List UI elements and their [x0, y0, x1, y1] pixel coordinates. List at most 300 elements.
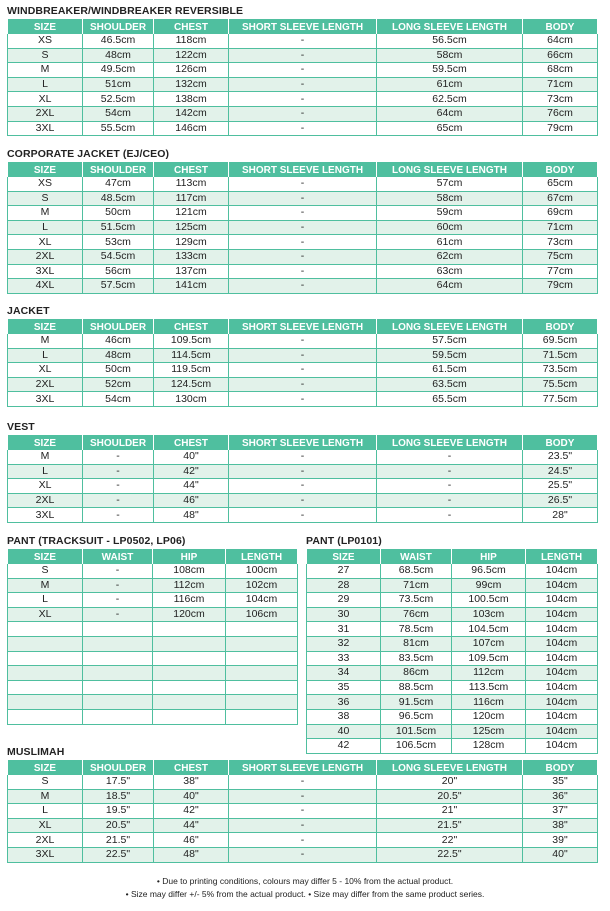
table-cell: -: [229, 206, 377, 221]
footer-note-2: • Size may differ +/- 5% from the actual product. • Size may differ from the same product series.: [125, 889, 485, 899]
table-cell: 53cm: [83, 235, 154, 250]
column-header: BODY: [523, 163, 598, 178]
section-windbreaker: [7, 5, 597, 136]
column-header: SHORT SLEEVE LENGTH: [229, 761, 377, 776]
table-cell: 51cm: [83, 77, 154, 92]
table-row: [8, 334, 598, 348]
table-cell: XL: [8, 607, 83, 622]
table-cell: 104cm: [526, 651, 598, 666]
table-cell: 30: [307, 607, 381, 622]
size-table: [7, 549, 298, 725]
table-cell: -: [229, 121, 377, 136]
section-pant-lp0101: [306, 535, 597, 754]
table-row: [8, 508, 598, 523]
column-header: SHOULDER: [83, 761, 154, 776]
table-cell: 2XL: [8, 493, 83, 508]
table-cell: -: [229, 264, 377, 279]
table-cell: 65cm: [523, 177, 598, 191]
table-cell: 26.5": [523, 493, 598, 508]
table-cell: 46.5cm: [83, 34, 154, 48]
table-cell: 68.5cm: [381, 564, 452, 578]
table-row: [8, 348, 598, 363]
table-header-row: [307, 550, 598, 565]
size-table: [7, 760, 598, 863]
table-cell: -: [229, 789, 377, 804]
table-cell: -: [229, 235, 377, 250]
column-header: BODY: [523, 320, 598, 335]
table-cell: -: [377, 464, 523, 479]
table-cell: 2XL: [8, 833, 83, 848]
table-row: [8, 363, 598, 378]
table-cell: [83, 709, 153, 724]
table-cell: 120cm: [153, 607, 226, 622]
table-cell: [226, 695, 298, 710]
table-cell: 20.5": [83, 818, 154, 833]
table-cell: 116cm: [452, 695, 526, 710]
table-cell: 59.5cm: [377, 63, 523, 78]
table-cell: 106cm: [226, 607, 298, 622]
table-cell: 61.5cm: [377, 363, 523, 378]
table-cell: 73cm: [523, 235, 598, 250]
table-cell: 52.5cm: [83, 92, 154, 107]
table-row: [8, 206, 598, 221]
table-cell: 64cm: [377, 106, 523, 121]
table-cell: 33: [307, 651, 381, 666]
table-cell: -: [83, 607, 153, 622]
table-cell: 44": [154, 818, 229, 833]
table-cell: L: [8, 464, 83, 479]
table-cell: 113cm: [154, 177, 229, 191]
table-cell: 104cm: [526, 564, 598, 578]
table-cell: 69.5cm: [523, 334, 598, 348]
section-muslimah: [7, 746, 597, 863]
table-cell: 119.5cm: [154, 363, 229, 378]
table-cell: 3XL: [8, 508, 83, 523]
table-row: [8, 564, 298, 578]
table-cell: L: [8, 804, 83, 819]
column-header: CHEST: [154, 761, 229, 776]
table-cell: 56.5cm: [377, 34, 523, 48]
table-cell: 17.5": [83, 775, 154, 789]
table-cell: -: [83, 564, 153, 578]
column-header: HIP: [153, 550, 226, 565]
table-cell: 46cm: [83, 334, 154, 348]
table-cell: 76cm: [523, 106, 598, 121]
table-cell: XS: [8, 34, 83, 48]
table-row: [8, 464, 598, 479]
column-header: LONG SLEEVE LENGTH: [377, 163, 523, 178]
table-row: [8, 593, 298, 608]
table-cell: 75.5cm: [523, 377, 598, 392]
table-cell: 50cm: [83, 363, 154, 378]
table-row: [8, 34, 598, 48]
column-header: CHEST: [154, 320, 229, 335]
table-cell: -: [229, 775, 377, 789]
column-header: SIZE: [8, 163, 83, 178]
table-row: [8, 121, 598, 136]
table-cell: 3XL: [8, 264, 83, 279]
table-cell: 38: [307, 709, 381, 724]
table-row: [8, 680, 298, 695]
table-row: [8, 709, 298, 724]
section-title: CORPORATE JACKET (EJ/CEO): [7, 148, 170, 160]
table-cell: 96.5cm: [452, 564, 526, 578]
table-cell: -: [229, 48, 377, 63]
table-cell: [153, 666, 226, 681]
table-row: [8, 249, 598, 264]
table-cell: 79cm: [523, 121, 598, 136]
column-header: SHOULDER: [83, 436, 154, 451]
table-cell: 104cm: [526, 739, 598, 754]
table-cell: 142cm: [154, 106, 229, 121]
table-cell: 40: [307, 724, 381, 739]
table-cell: S: [8, 48, 83, 63]
table-cell: 21.5": [377, 818, 523, 833]
table-cell: 76cm: [381, 607, 452, 622]
table-cell: M: [8, 578, 83, 593]
table-cell: 21": [377, 804, 523, 819]
table-cell: 128cm: [452, 739, 526, 754]
table-cell: XL: [8, 235, 83, 250]
table-cell: 36": [523, 789, 598, 804]
table-cell: 37": [523, 804, 598, 819]
table-cell: 28: [307, 578, 381, 593]
column-header: SHOULDER: [83, 20, 154, 35]
table-cell: 54.5cm: [83, 249, 154, 264]
column-header: WAIST: [381, 550, 452, 565]
table-cell: 71cm: [523, 220, 598, 235]
table-cell: S: [8, 191, 83, 206]
table-cell: [153, 680, 226, 695]
table-cell: M: [8, 789, 83, 804]
table-cell: 81cm: [381, 636, 452, 651]
table-cell: 46": [154, 833, 229, 848]
table-cell: -: [377, 493, 523, 508]
table-cell: -: [83, 578, 153, 593]
table-cell: 120cm: [452, 709, 526, 724]
table-cell: [226, 636, 298, 651]
table-cell: 116cm: [153, 593, 226, 608]
table-cell: 50cm: [83, 206, 154, 221]
table-cell: -: [229, 847, 377, 862]
section-title: VEST: [7, 421, 35, 433]
table-cell: 129cm: [154, 235, 229, 250]
table-cell: 138cm: [154, 92, 229, 107]
table-cell: 42": [154, 464, 229, 479]
table-cell: 47cm: [83, 177, 154, 191]
table-cell: 54cm: [83, 106, 154, 121]
table-cell: 48cm: [83, 348, 154, 363]
table-cell: 54cm: [83, 392, 154, 407]
table-cell: 124.5cm: [154, 377, 229, 392]
table-cell: 122cm: [154, 48, 229, 63]
table-cell: 77.5cm: [523, 392, 598, 407]
column-header: SHOULDER: [83, 163, 154, 178]
table-cell: 104cm: [526, 695, 598, 710]
table-cell: 104cm: [526, 593, 598, 608]
table-cell: 104cm: [526, 622, 598, 637]
table-cell: 22": [377, 833, 523, 848]
section-corporate-jacket: [7, 148, 597, 294]
section-vest: [7, 421, 597, 523]
table-cell: [8, 709, 83, 724]
table-row: [8, 377, 598, 392]
table-header-row: [8, 20, 598, 35]
table-cell: 65.5cm: [377, 392, 523, 407]
table-header-row: [8, 761, 598, 776]
table-cell: 104cm: [526, 578, 598, 593]
table-cell: -: [229, 508, 377, 523]
table-cell: 59cm: [377, 206, 523, 221]
table-cell: L: [8, 348, 83, 363]
table-cell: -: [229, 392, 377, 407]
table-cell: 59.5cm: [377, 348, 523, 363]
table-cell: 71cm: [381, 578, 452, 593]
table-cell: 133cm: [154, 249, 229, 264]
table-cell: 22.5": [83, 847, 154, 862]
table-row: [307, 636, 598, 651]
table-cell: L: [8, 77, 83, 92]
table-cell: [226, 666, 298, 681]
table-cell: 104cm: [526, 680, 598, 695]
column-header: SIZE: [8, 320, 83, 335]
table-cell: 25.5": [523, 479, 598, 494]
table-cell: XS: [8, 177, 83, 191]
table-cell: 68cm: [523, 63, 598, 78]
table-cell: 121cm: [154, 206, 229, 221]
table-cell: 102cm: [226, 578, 298, 593]
table-cell: -: [229, 77, 377, 92]
footer-note-1: • Due to printing conditions, colours may differ 5 - 10% from the actual product.: [156, 876, 454, 886]
column-header: SIZE: [8, 550, 83, 565]
table-cell: -: [229, 493, 377, 508]
table-cell: [83, 695, 153, 710]
table-cell: 132cm: [154, 77, 229, 92]
table-cell: XL: [8, 92, 83, 107]
column-header: LONG SLEEVE LENGTH: [377, 436, 523, 451]
table-row: [8, 264, 598, 279]
table-cell: 104cm: [526, 709, 598, 724]
table-cell: -: [229, 818, 377, 833]
table-cell: [8, 636, 83, 651]
table-cell: 103cm: [452, 607, 526, 622]
table-header-row: [8, 550, 298, 565]
table-cell: -: [83, 450, 154, 464]
column-header: SHORT SLEEVE LENGTH: [229, 320, 377, 335]
table-row: [8, 622, 298, 637]
table-cell: 104cm: [226, 593, 298, 608]
table-cell: [153, 709, 226, 724]
size-table: [306, 549, 598, 754]
table-cell: 83.5cm: [381, 651, 452, 666]
table-cell: 91.5cm: [381, 695, 452, 710]
table-cell: M: [8, 63, 83, 78]
table-cell: 101.5cm: [381, 724, 452, 739]
column-header: CHEST: [154, 436, 229, 451]
table-cell: 18.5": [83, 789, 154, 804]
column-header: LENGTH: [226, 550, 298, 565]
table-cell: -: [229, 191, 377, 206]
table-cell: [8, 695, 83, 710]
table-cell: -: [229, 833, 377, 848]
table-cell: 31: [307, 622, 381, 637]
column-header: SIZE: [8, 761, 83, 776]
table-cell: 32: [307, 636, 381, 651]
table-row: [307, 607, 598, 622]
table-cell: 106.5cm: [381, 739, 452, 754]
table-cell: -: [229, 464, 377, 479]
table-row: [8, 392, 598, 407]
table-row: [8, 818, 598, 833]
section-title: JACKET: [7, 305, 50, 317]
section-title: PANT (LP0101): [306, 535, 382, 547]
table-cell: 75cm: [523, 249, 598, 264]
table-row: [8, 804, 598, 819]
table-cell: 109.5cm: [154, 334, 229, 348]
table-cell: 79cm: [523, 279, 598, 294]
column-header: LONG SLEEVE LENGTH: [377, 320, 523, 335]
table-cell: 58cm: [377, 191, 523, 206]
column-header: BODY: [523, 20, 598, 35]
table-row: [8, 279, 598, 294]
table-row: [8, 493, 598, 508]
table-cell: [153, 651, 226, 666]
table-cell: 125cm: [154, 220, 229, 235]
table-cell: 107cm: [452, 636, 526, 651]
table-row: [307, 666, 598, 681]
table-cell: -: [229, 279, 377, 294]
table-cell: 48cm: [83, 48, 154, 63]
table-cell: -: [229, 249, 377, 264]
column-header: BODY: [523, 436, 598, 451]
table-cell: 57.5cm: [377, 334, 523, 348]
table-row: [8, 235, 598, 250]
column-header: CHEST: [154, 163, 229, 178]
table-cell: 71.5cm: [523, 348, 598, 363]
table-cell: S: [8, 775, 83, 789]
column-header: SIZE: [307, 550, 381, 565]
table-cell: 137cm: [154, 264, 229, 279]
table-cell: [226, 622, 298, 637]
table-cell: 36: [307, 695, 381, 710]
table-cell: 117cm: [154, 191, 229, 206]
table-cell: 112cm: [153, 578, 226, 593]
table-cell: -: [229, 450, 377, 464]
table-cell: 62cm: [377, 249, 523, 264]
table-cell: -: [229, 92, 377, 107]
table-cell: 56cm: [83, 264, 154, 279]
column-header: BODY: [523, 761, 598, 776]
column-header: SIZE: [8, 436, 83, 451]
table-cell: -: [377, 450, 523, 464]
column-header: LONG SLEEVE LENGTH: [377, 761, 523, 776]
table-cell: [83, 636, 153, 651]
column-header: SHOULDER: [83, 320, 154, 335]
table-cell: 35: [307, 680, 381, 695]
table-cell: 19.5": [83, 804, 154, 819]
table-cell: M: [8, 206, 83, 221]
section-pant-tracksuit: [7, 535, 297, 725]
table-row: [8, 651, 298, 666]
table-cell: 63.5cm: [377, 377, 523, 392]
section-title: PANT (TRACKSUIT - LP0502, LP06): [7, 535, 186, 547]
table-cell: 38": [523, 818, 598, 833]
table-row: [8, 695, 298, 710]
table-cell: 40": [154, 450, 229, 464]
table-cell: 49.5cm: [83, 63, 154, 78]
table-cell: -: [229, 348, 377, 363]
table-row: [8, 106, 598, 121]
table-cell: 109.5cm: [452, 651, 526, 666]
table-cell: -: [229, 177, 377, 191]
size-table: [7, 162, 598, 294]
table-cell: [8, 622, 83, 637]
table-cell: 126cm: [154, 63, 229, 78]
table-cell: 100cm: [226, 564, 298, 578]
table-cell: [226, 709, 298, 724]
table-cell: 61cm: [377, 77, 523, 92]
table-cell: 100.5cm: [452, 593, 526, 608]
table-cell: -: [83, 508, 154, 523]
table-cell: 3XL: [8, 392, 83, 407]
table-row: [8, 63, 598, 78]
table-cell: [226, 680, 298, 695]
table-cell: 3XL: [8, 121, 83, 136]
table-cell: -: [229, 804, 377, 819]
column-header: LONG SLEEVE LENGTH: [377, 20, 523, 35]
table-cell: 73.5cm: [381, 593, 452, 608]
table-row: [8, 48, 598, 63]
table-cell: [153, 636, 226, 651]
table-cell: -: [377, 508, 523, 523]
table-header-row: [8, 436, 598, 451]
column-header: SIZE: [8, 20, 83, 35]
table-row: [8, 847, 598, 862]
table-cell: 28": [523, 508, 598, 523]
column-header: SHORT SLEEVE LENGTH: [229, 20, 377, 35]
table-row: [8, 775, 598, 789]
table-cell: 52cm: [83, 377, 154, 392]
table-row: [8, 607, 298, 622]
table-cell: 46": [154, 493, 229, 508]
table-cell: 2XL: [8, 249, 83, 264]
table-cell: 88.5cm: [381, 680, 452, 695]
table-cell: 66cm: [523, 48, 598, 63]
table-cell: 125cm: [452, 724, 526, 739]
table-row: [307, 680, 598, 695]
table-cell: 104.5cm: [452, 622, 526, 637]
table-cell: 104cm: [526, 724, 598, 739]
table-cell: 63cm: [377, 264, 523, 279]
table-cell: [8, 651, 83, 666]
table-cell: 96.5cm: [381, 709, 452, 724]
table-cell: [153, 622, 226, 637]
column-header: CHEST: [154, 20, 229, 35]
section-title: WINDBREAKER/WINDBREAKER REVERSIBLE: [7, 5, 244, 17]
table-cell: [83, 651, 153, 666]
table-row: [8, 666, 298, 681]
table-cell: 104cm: [526, 636, 598, 651]
table-cell: L: [8, 593, 83, 608]
table-cell: 65cm: [377, 121, 523, 136]
table-row: [307, 622, 598, 637]
table-row: [307, 709, 598, 724]
table-cell: 118cm: [154, 34, 229, 48]
table-row: [8, 220, 598, 235]
table-cell: [226, 651, 298, 666]
table-cell: 71cm: [523, 77, 598, 92]
table-cell: 40": [523, 847, 598, 862]
